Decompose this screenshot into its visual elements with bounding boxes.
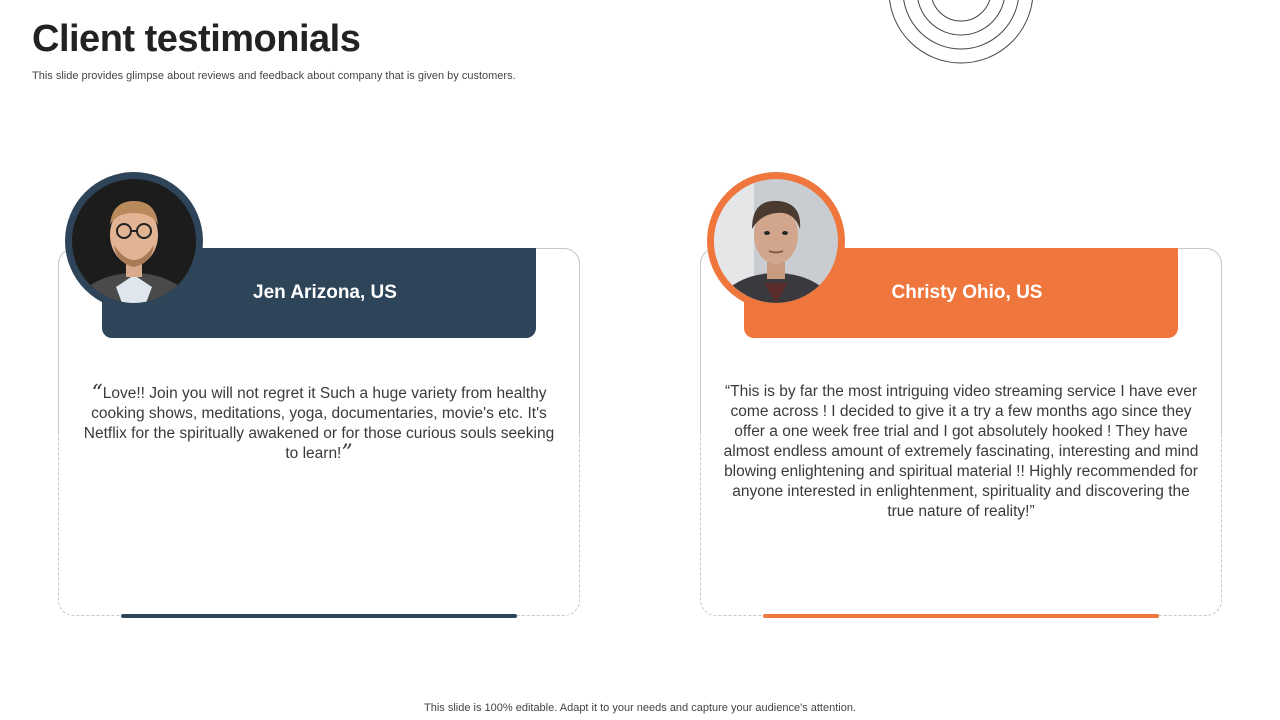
card-accent-bar-1 bbox=[121, 614, 517, 618]
close-quote-mark: ” bbox=[341, 441, 353, 466]
concentric-circles-decoration bbox=[880, 0, 1042, 72]
slide-subtitle: This slide provides glimpse about reviews and feedback about company that is given by customers. bbox=[32, 70, 516, 82]
testimonial-name-1: Jen Arizona, US bbox=[253, 282, 397, 303]
testimonial-quote-2: “This is by far the most intriguing video streaming service I have ever come across ! I decided to give it a try a few months ago since they offer a one week free trial and I got absolutely hooked ! They have almost endless amount of extremely fascinating, interesting and mind blowing enlightening and spiritual material !! Highly recommended for anyone interested in enlightenment, spirituality and discovering the true nature of reality!” bbox=[723, 383, 1199, 520]
avatar-2 bbox=[714, 179, 838, 303]
avatar-ring-2 bbox=[707, 172, 845, 310]
slide-title: Client testimonials bbox=[32, 18, 361, 60]
person-photo-icon bbox=[714, 179, 838, 303]
person-photo-icon bbox=[72, 179, 196, 303]
open-quote-mark: “ bbox=[91, 381, 103, 406]
avatar-ring-1 bbox=[65, 172, 203, 310]
slide-footer-note: This slide is 100% editable. Adapt it to your needs and capture your audience's attention. bbox=[424, 702, 856, 714]
avatar-1 bbox=[72, 179, 196, 303]
card-accent-bar-2 bbox=[763, 614, 1159, 618]
testimonial-quote-1 bbox=[79, 381, 559, 466]
testimonial-name-2: Christy Ohio, US bbox=[891, 282, 1043, 303]
testimonial-quote-text-1: Love!! Join you will not regret it Such a huge variety from healthy cooking shows, meditations, yoga, documentaries, movie's etc. It's Netflix for the spiritually awakened or for those curious souls seeking to learn! bbox=[83, 385, 555, 462]
